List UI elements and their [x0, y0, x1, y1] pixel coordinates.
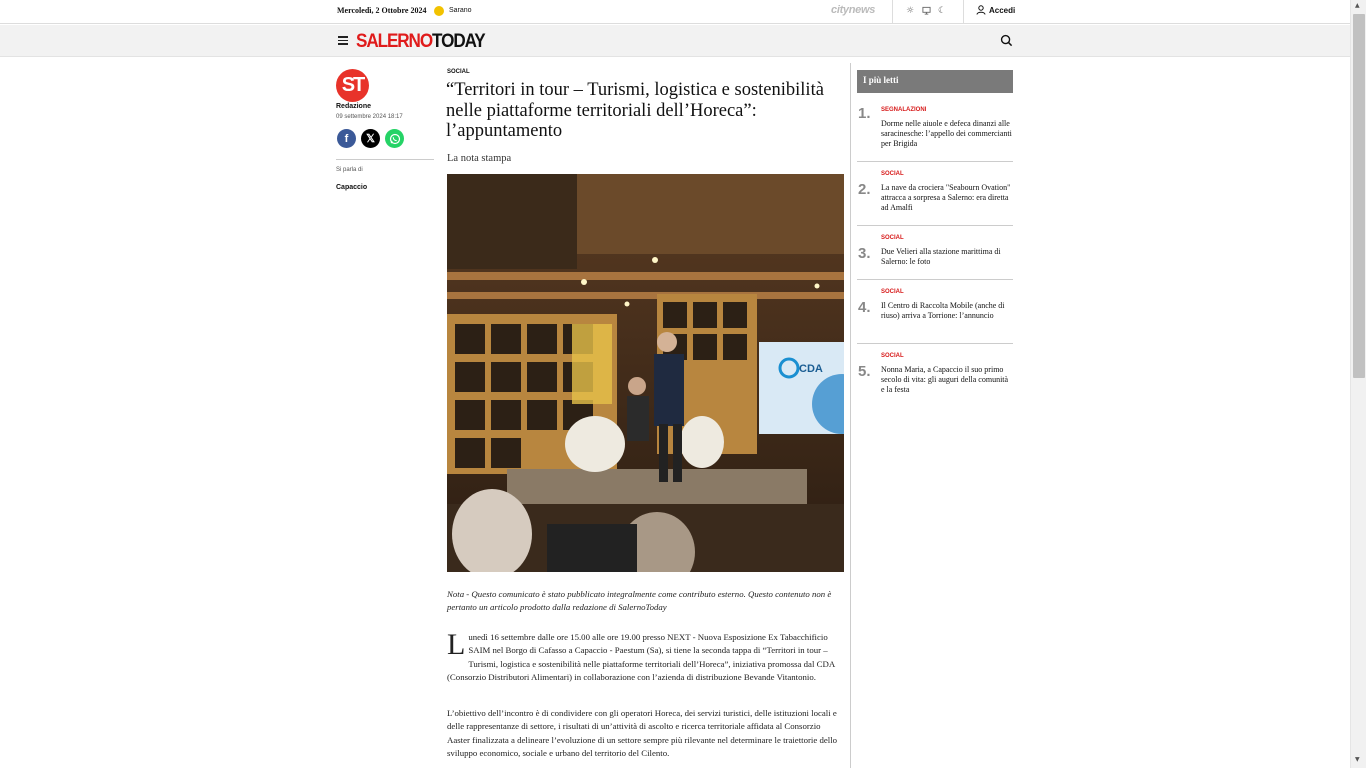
column-divider [850, 63, 851, 768]
item-title[interactable]: Il Centro di Raccolta Mobile (anche di riuso) arriva a Torrione: l’annuncio [881, 301, 1005, 320]
screen-text: CDA [799, 363, 823, 375]
most-read-item[interactable] [857, 344, 1013, 402]
user-icon [976, 5, 986, 15]
author-name[interactable]: Redazione [336, 103, 372, 110]
divider [892, 0, 893, 24]
site-header [0, 25, 1350, 57]
current-date: Mercoledì, 2 Ottobre 2024 [337, 6, 427, 15]
menu-icon[interactable] [338, 36, 348, 44]
divider [963, 0, 964, 24]
drop-cap: L [447, 628, 466, 661]
sun-icon[interactable]: ☼ [906, 6, 915, 16]
item-category[interactable]: SOCIAL [881, 235, 904, 241]
monitor-icon[interactable] [922, 6, 931, 18]
item-category[interactable]: SEGNALAZIONI [881, 107, 927, 113]
most-read-item[interactable] [857, 97, 1013, 162]
whatsapp-icon[interactable] [385, 129, 404, 148]
rank-number: 3. [858, 245, 871, 262]
topic-link[interactable]: Capaccio [336, 184, 368, 191]
top-utility-bar [0, 0, 1350, 24]
item-title[interactable]: La nave da crociera "Seabourn Ovation" attracca a sorpresa a Salerno: era diretta ad Amalfi [881, 183, 1011, 212]
x-icon[interactable]: 𝕏 [361, 129, 380, 148]
item-category[interactable]: SOCIAL [881, 171, 904, 177]
scrollbar-thumb[interactable] [1353, 14, 1365, 378]
scroll-down-arrow-icon[interactable]: ▼ [1355, 756, 1360, 763]
weather-city[interactable]: Sarano [449, 7, 472, 14]
login-button[interactable] [976, 5, 1015, 15]
page-scrollbar[interactable] [1350, 0, 1366, 768]
site-logo[interactable] [356, 31, 485, 53]
rank-number: 4. [858, 299, 871, 316]
article-category[interactable]: SOCIAL [447, 69, 470, 75]
item-title[interactable]: Due Velieri alla stazione marittima di Salerno: le foto [881, 247, 1001, 266]
divider [336, 159, 434, 160]
most-read-item[interactable] [857, 162, 1013, 226]
logo-part-today: TODAY [432, 31, 485, 52]
search-icon[interactable] [1000, 34, 1013, 47]
moon-icon[interactable]: ☾ [938, 6, 947, 16]
item-category[interactable]: SOCIAL [881, 289, 904, 295]
rank-number: 1. [858, 105, 871, 122]
item-title[interactable]: Dorme nelle aiuole e defeca dinanzi alle saracinesche: l’appello dei commercianti per Brigida [881, 119, 1012, 148]
sun-weather-icon [434, 6, 444, 16]
item-category[interactable]: SOCIAL [881, 353, 904, 359]
author-avatar[interactable]: ST [336, 69, 369, 102]
article-paragraph-2: L’obiettivo dell’incontro è di condividere con gli operatori Horeca, dei servizi turistici, delle istituzioni locali e delle rappresentanze di settore, i risultati di un’attività di ascolto e ricerca territoriale affidata al Consorzio Aaster finalizzata a delineare l’evoluzione di un settore sempre più rilevante nel determinare le traiettorie dello sviluppo economico, sociale e urbano del territorio del Cilento. [447, 708, 838, 759]
publish-date: 09 settembre 2024 18:17 [336, 114, 403, 120]
paragraph-1-text: unedì 16 settembre dalle ore 15.00 alle ore 19.00 presso NEXT - Nuova Esposizione Ex Tabacchificio SAIM nel Borgo di Cafasso a Capaccio - Paestum (Sa), si tiene la seconda tappa di “Territori in tour – Turismi, logistica e sostenibilità nelle piattaforme territoriali dell’Horeca”, iniziativa promossa dal CDA (Consorzio Distributori Alimentari) in collaborazione con l’azienda di distribuzione Bevande Vitantonio. [447, 632, 835, 683]
most-read-item[interactable] [857, 280, 1013, 344]
topics-label: Si parla di [336, 167, 363, 173]
most-read-item[interactable] [857, 226, 1013, 280]
most-read-title: I più letti [857, 70, 1013, 93]
article-title: “Territori in tour – Turismi, logistica e sostenibilità nelle piattaforme territoriali dell’Horeca”: l’appuntamento [446, 80, 824, 141]
citynews-logo[interactable]: citynews [831, 4, 876, 16]
rank-number: 2. [858, 181, 871, 198]
scroll-up-arrow-icon[interactable]: ▲ [1355, 2, 1360, 9]
login-label: Accedi [989, 5, 1016, 15]
logo-part-salerno: SALERNO [356, 31, 433, 52]
press-note: Nota - Questo comunicato è stato pubblicato integralmente come contributo esterno. Questo contenuto non è pertanto un articolo prodotto dalla redazione di SalernoToday [447, 589, 832, 612]
article-subtitle: La nota stampa [447, 153, 512, 164]
article-hero-image[interactable] [447, 174, 844, 572]
article-paragraph-1 [447, 628, 842, 685]
rank-number: 5. [858, 363, 871, 380]
item-title[interactable]: Nonna Maria, a Capaccio il suo primo secolo di vita: gli auguri della comunità e la festa [881, 365, 1009, 394]
facebook-icon[interactable]: f [337, 129, 356, 148]
